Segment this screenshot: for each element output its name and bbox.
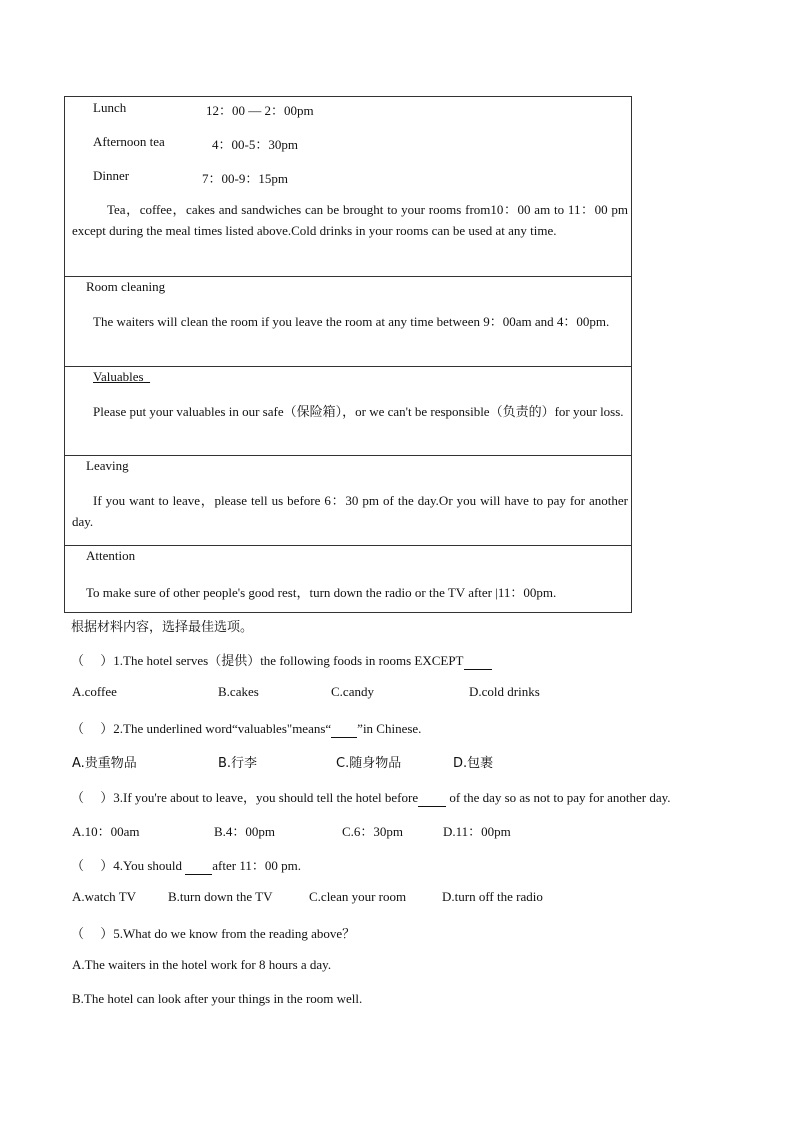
q2-option-d: D.包裹 xyxy=(453,756,494,771)
question-1: （ ）1.The hotel serves（提供）the following foods in rooms EXCEPT xyxy=(71,650,492,670)
attention-text: To make sure of other people's good rest，turn down the radio or the TV after |11：00pm. xyxy=(86,585,557,600)
q1-option-d: D.cold drinks xyxy=(469,684,540,699)
room-service-note: Tea，coffee，cakes and sandwiches can be brought to your rooms from10：00 am to 11：00 pm except during the meal times listed above.Cold drinks in your rooms can be used at any time. xyxy=(72,202,628,238)
dinner-label: Dinner xyxy=(93,168,130,183)
attention-section xyxy=(65,545,631,612)
q1-option-c: C.candy xyxy=(331,684,374,699)
q4-option-b: B.turn down the TV xyxy=(168,889,273,904)
q3-option-d: D.11：00pm xyxy=(443,824,511,839)
room-cleaning-title: Room cleaning xyxy=(86,279,166,294)
question-3: （ ）3.If you're about to leave，you should tell the hotel before of the day so as not to pay for another day. xyxy=(71,790,671,805)
lunch-label: Lunch xyxy=(93,100,127,115)
answer-blank xyxy=(185,858,212,875)
q5-option-a: A.The waiters in the hotel work for 8 hours a day. xyxy=(72,957,332,972)
question-2: （ ）2.The underlined word“valuables"means“ ”in Chinese. xyxy=(71,721,422,736)
answer-blank xyxy=(331,721,357,738)
answer-blank xyxy=(464,653,492,670)
dinner-time: 7：00-9：15pm xyxy=(202,171,288,186)
meals-section xyxy=(65,97,631,276)
q5-option-b: B.The hotel can look after your things in the room well. xyxy=(72,991,363,1006)
q3-option-b: B.4：00pm xyxy=(214,824,276,839)
leaving-section xyxy=(65,455,631,545)
lunch-time: 12：00 — 2：00pm xyxy=(206,103,314,118)
q2-option-b: B.行李 xyxy=(218,756,258,771)
question-4: （ ）4.You should after 11：00 pm. xyxy=(71,858,301,873)
afternoon-tea-time: 4：00-5：30pm xyxy=(212,137,298,152)
q4-option-c: C.clean your room xyxy=(309,889,407,904)
q1-option-a: A.coffee xyxy=(72,684,117,699)
valuables-text: Please put your valuables in our safe（保险箱），or we can't be responsible（负责的）for your loss. xyxy=(93,404,624,419)
q2-option-c: C.随身物品 xyxy=(336,756,402,771)
q4-option-d: D.turn off the radio xyxy=(442,889,543,904)
q1-option-b: B.cakes xyxy=(218,684,259,699)
afternoon-tea-label: Afternoon tea xyxy=(93,134,165,149)
room-cleaning-text: The waiters will clean the room if you leave the room at any time between 9：00am and 4：00pm. xyxy=(93,314,610,329)
question-5: （ ）5.What do we know from the reading above？ xyxy=(71,926,356,941)
q3-option-a: A.10：00am xyxy=(72,824,140,839)
leaving-text: If you want to leave，please tell us before 6：30 pm of the day.Or you will have to pay for another day. xyxy=(72,493,628,529)
answer-blank xyxy=(418,790,446,807)
valuables-section xyxy=(65,366,631,455)
attention-title: Attention xyxy=(86,548,136,563)
leaving-title: Leaving xyxy=(86,458,129,473)
q2-option-a: A.贵重物品 xyxy=(72,756,137,771)
valuables-title: Valuables xyxy=(93,369,144,384)
room-cleaning-section xyxy=(65,276,631,366)
instruction: 根据材料内容，选择最佳选项。 xyxy=(71,620,254,635)
q4-option-a: A.watch TV xyxy=(72,889,137,904)
q3-option-c: C.6：30pm xyxy=(342,824,404,839)
hotel-info-table xyxy=(64,96,632,613)
